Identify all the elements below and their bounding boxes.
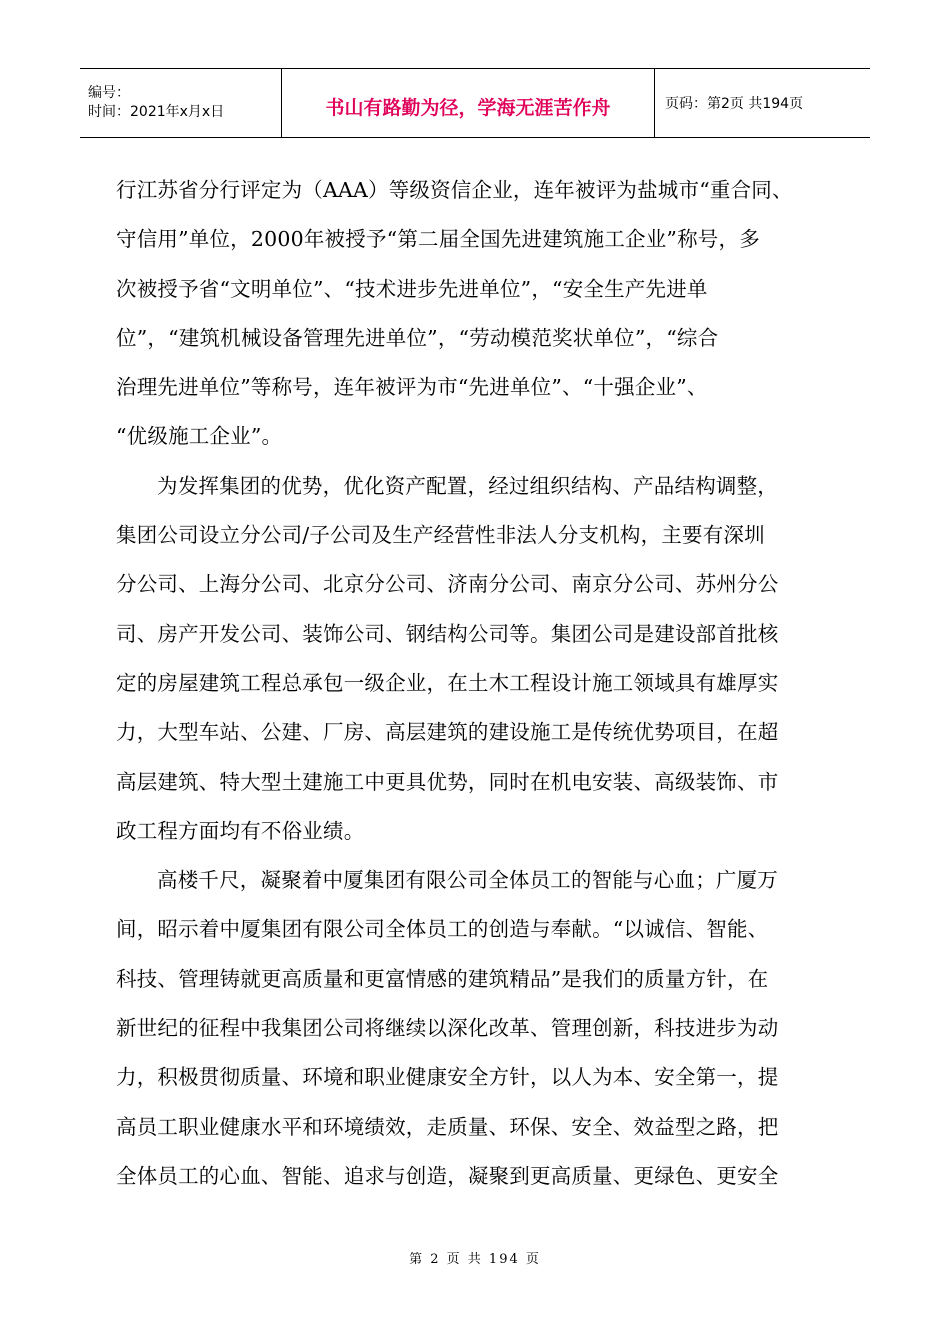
body-line: 位”，“建筑机械设备管理先进单位”，“劳动模范奖状单位”，“综合 [116,325,719,350]
document-body [116,166,838,1201]
body-line: 高员工职业健康水平和环境绩效，走质量、环保、安全、效益型之路，把 [116,1114,779,1139]
body-line: 力，积极贯彻质量、环境和职业健康安全方针，以人为本、安全第一，提 [116,1065,779,1090]
body-line: 全体员工的心血、智能、追求与创造，凝聚到更高质量、更绿色、更安全 [116,1163,779,1188]
body-line: 为发挥集团的优势，优化资产配置，经过组织结构、产品结构调整， [157,473,778,498]
document-number-label: 编号： [88,85,130,101]
page-info-text: 页码：第2页 共194页 [665,96,804,112]
header-page-info [655,69,870,137]
body-line: 间，昭示着中厦集团有限公司全体员工的创造与奉献。“以诚信、智能、 [116,917,769,942]
body-line: 守信用”单位，2000年被授予“第二届全国先进建筑施工企业”称号，多 [116,227,760,252]
body-line: “优级施工企业”。 [116,424,283,449]
body-line: 定的房屋建筑工程总承包一级企业，在土木工程设计施工领域具有雄厚实 [116,670,779,695]
body-line: 分公司、上海分公司、北京分公司、济南分公司、南京分公司、苏州分公 [116,572,779,597]
body-line: 高层建筑、特大型土建施工中更具优势，同时在机电安装、高级装饰、市 [116,769,779,794]
body-line: 高楼千尺，凝聚着中厦集团有限公司全体员工的智能与心血；广厦万 [157,868,778,893]
body-line: 行江苏省分行评定为（AAA）等级资信企业，连年被评为盐城市“重合同、 [116,178,793,202]
header-motto [282,69,655,137]
body-line: 集团公司设立分公司/子公司及生产经营性非法人分支机构，主要有深圳 [116,523,765,548]
body-line: 科技、管理铸就更高质量和更富情感的建筑精品”是我们的质量方针，在 [116,966,769,991]
page-footer [0,1248,950,1267]
page-header [80,68,870,138]
body-line: 司、房产开发公司、装饰公司、钢结构公司等。集团公司是建设部首批核 [116,621,779,646]
body-line: 政工程方面均有不俗业绩。 [116,818,365,843]
footer-page-number: 第 2 页 共 194 页 [409,1252,541,1267]
body-line: 次被授予省“文明单位”、“技术进步先进单位”，“安全生产先进单 [116,276,708,301]
body-line: 力，大型车站、公建、厂房、高层建筑的建设施工是传统优势项目，在超 [116,720,779,745]
body-line: 治理先进单位”等称号，连年被评为市“先进单位”、“十强企业”、 [116,375,708,400]
header-meta [80,69,282,137]
document-time-label: 时间：2021年x月x日 [88,104,225,120]
body-line: 新世纪的征程中我集团公司将继续以深化改革、管理创新，科技进步为动 [116,1016,779,1041]
motto-text: 书山有路勤为径，学海无涯苦作舟 [325,96,611,119]
